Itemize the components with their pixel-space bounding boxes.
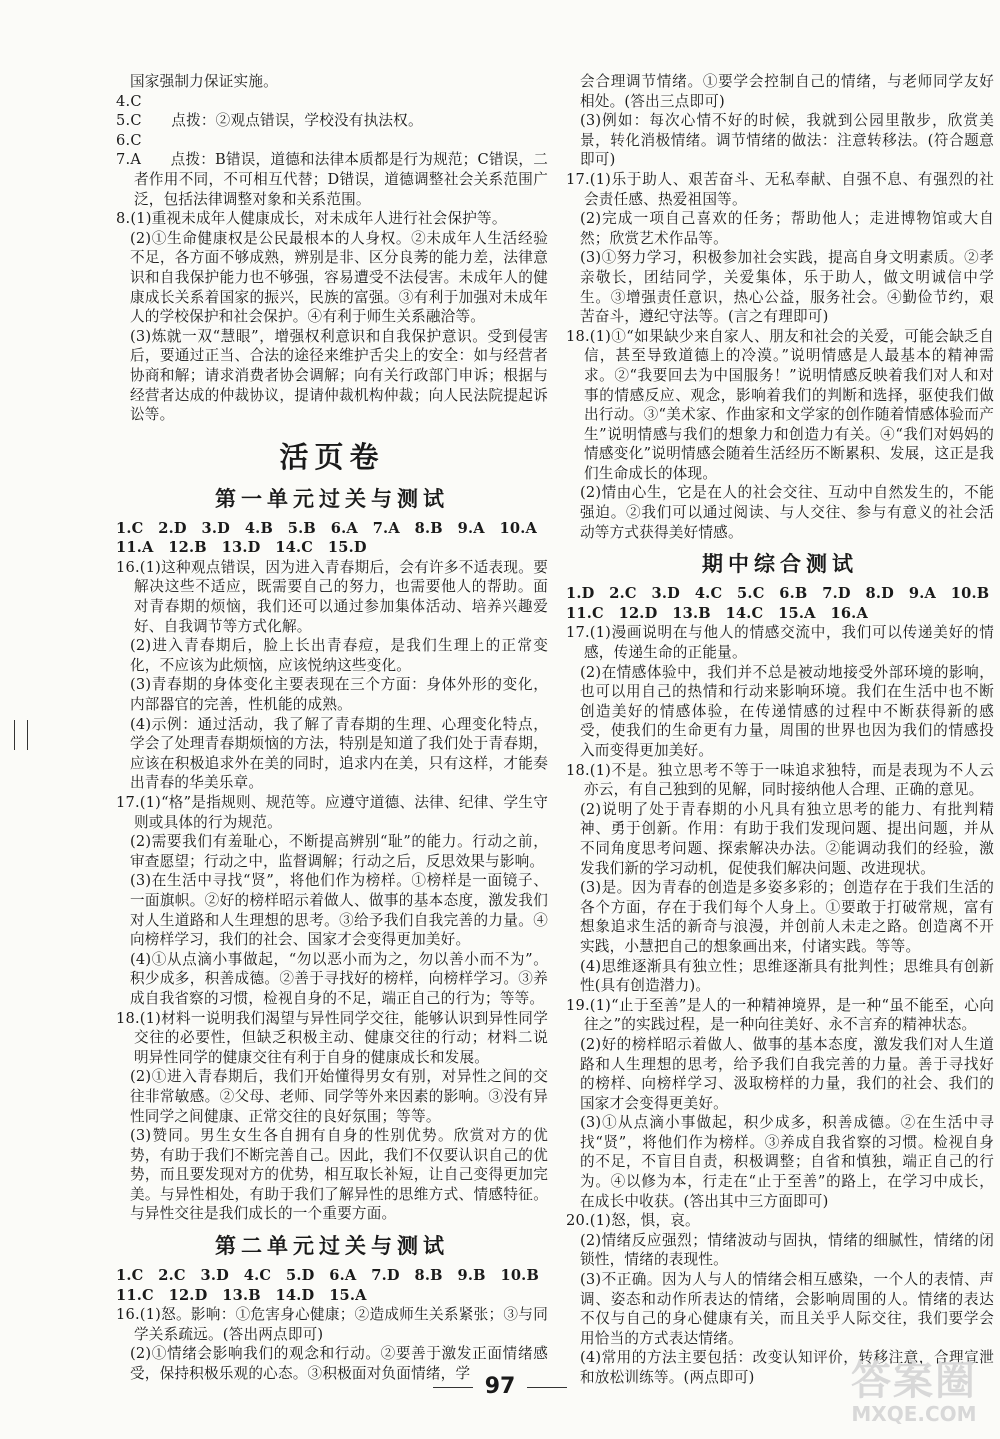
right-blocks-b <box>566 584 994 1387</box>
answer-line: 20.(1)怒，惧，哀。 <box>566 1212 700 1230</box>
answer-line: (3)炼就一双“慧眼”，增强权利意识和自我保护意识。受到侵害后，要通过正当、合法的途径来维护舌尖上的安全：如与经营者协商和解；请求消费者协会调解；向有关行政部门申诉；根据与经营者达成的仲裁协议，提请仲裁机构仲裁；向人民法院提起诉讼等。 <box>130 327 548 424</box>
answer-line: 5.C 点拨：②观点错误，学校没有执法权。 <box>116 112 423 130</box>
answer-line: (2)进入青春期后，脸上长出青春痘，是我们生理上的正常变化，不应该为此烦恼，应该悦纳这些变化。 <box>130 637 548 674</box>
answer-line: 11.C 12.D 13.B 14.D 15.A <box>116 1286 367 1304</box>
watermark-line2: MXQE.COM <box>851 1402 977 1426</box>
binding-mark <box>14 720 28 750</box>
answer-line: (4)①从点滴小事做起，“勿以恶小而为之，勿以善小而不为”。积少成多，积善成德。②善于寻找好的榜样，向榜样学习。③养成自我省察的习惯，检视自身的不足，端正自己的行为；等等。 <box>130 950 548 1007</box>
midterm-title: 期中综合测试 <box>702 551 858 577</box>
answer-line: (2)①进入青春期后，我们开始懂得男女有别，对异性之间的交往非常敏感。②父母、老师、同学等外来因素的影响。③没有异性同学之间健康、正常交往的良好氛围；等等。 <box>130 1068 548 1125</box>
answer-line: 1.C 2.D 3.D 4.B 5.B 6.A 7.A 8.B 9.A 10.A <box>116 519 538 537</box>
answer-line: 19.(1)“止于至善”是人的一种精神境界，是一种“虽不能至，心向往之”的实践过程，是一种向往美好、永不言弃的精神状态。 <box>566 996 994 1034</box>
unit2-title: 第二单元过关与测试 <box>215 1233 449 1259</box>
answer-line: (3)赞同。男生女生各自拥有自身的性别优势。欣赏对方的优势，有助于我们不断完善自己。因此，我们不仅要认识自己的优势，而且要发现对方的优势，相互取长补短，让自己变得更加完美。与异性相处，有助于我们了解异性的思维方式、情感特征。与异性交往是我们成长的一个重要方面。 <box>130 1127 548 1223</box>
answer-line: 11.A 12.B 13.D 14.C 15.D <box>116 539 367 557</box>
answer-line: (3)在生活中寻找“贤”，将他们作为榜样。①榜样是一面镜子、一面旗帜。②好的榜样昭示着做人、做事的基本态度，激发我们对人生道路和人生理想的思考。③给予我们自我完善的力量。④向榜样学习，我们的社会、国家才会变得更加美好。 <box>130 872 548 949</box>
answer-line: (2)好的榜样昭示着做人、做事的基本态度，激发我们对人生道路和人生理想的思考，给予我们自我完善的力量。善于寻找好的榜样、向榜样学习、汲取榜样的力量，我们的社会、我们的国家才会变得更美好。 <box>580 1035 994 1112</box>
left-blocks-a <box>116 72 548 425</box>
section-title-huoyejuan: 活页卷 <box>279 439 385 474</box>
page-number-dash-right <box>527 1387 567 1388</box>
page-number-dash-left <box>433 1387 473 1388</box>
answer-line: (2)需要我们有羞耻心，不断提高辨别“耻”的能力。行动之前，审查愿望；行动之中，监督调解；行动之后，反思效果与影响。 <box>130 833 548 870</box>
answer-line: 16.(1)这种观点错误，因为进入青春期后，会有许多不适表现。要解决这些不适应，既需要自己的努力，也需要他人的帮助。面对青春期的烦恼，我们还可以通过参加集体活动、培养兴趣爱好、自我调节等方式化解。 <box>116 558 548 635</box>
answer-line: 18.(1)材料一说明我们渴望与异性同学交往，能够认识到异性同学交往的必要性，但缺乏积极主动、健康交往的行动；材料二说明异性同学的健康交往有利于自身的健康成长和发展。 <box>116 1009 548 1066</box>
answer-line: (2)情绪反应强烈；情绪波动与固执，情绪的细腻性，情绪的闭锁性，情绪的表现性。 <box>580 1231 994 1269</box>
answer-line: (3)①从点滴小事做起，积少成多，积善成德。②在生活中寻找“贤”，将他们作为榜样。③养成自我省察的习惯。检视自身的不足，不盲目自责，积极调整；自省和慎独，端正自己的行为。④以修为本，行走在“止于至善”的路上，在学习中成长，在成长中收获。(答出其中三方面即可) <box>580 1114 994 1210</box>
answer-line: (2)①情绪会影响我们的观念和行动。②要善于激发正面情绪感受，保持积极乐观的心态。③积极面对负面情绪，学 <box>130 1345 548 1383</box>
left-column <box>116 72 548 1384</box>
answer-line: 16.(1)怒。影响：①危害身心健康；②造成师生关系紧张；③与同学关系疏远。(答出两点即可) <box>116 1306 548 1343</box>
answer-line: 11.C 12.D 13.B 14.C 15.A 16.A <box>566 604 868 622</box>
answer-line: 6.C <box>116 131 142 149</box>
answer-line: (2)在情感体验中，我们并不总是被动地接受外部环境的影响，也可以用自己的热情和行动来影响环境。我们在生活中也不断创造美好的情感体验，在传递情感的过程中不断获得新的感受，使我们的生命更有力量，周围的世界也因为我们的情感投入而变得更加美好。 <box>580 663 994 759</box>
watermark-line1: 答案圈 <box>851 1358 977 1404</box>
answer-line: 1.D 2.C 3.D 4.C 5.C 6.B 7.D 8.D 9.A 10.B <box>566 585 990 603</box>
answer-line: 17.(1)乐于助人、艰苦奋斗、无私奉献、自强不息、有强烈的社会责任感、热爱祖国等。 <box>566 170 994 208</box>
answer-line: 1.C 2.C 3.D 4.C 5.D 6.A 7.D 8.B 9.B 10.B <box>116 1267 539 1285</box>
answer-line: (4)思维逐渐具有独立性；思维逐渐具有批判性；思维具有创新性(具有创造潜力)。 <box>580 957 994 995</box>
unit1-title: 第一单元过关与测试 <box>215 485 449 511</box>
answer-line: (3)①努力学习，积极参加社会实践，提高自身文明素质。②孝亲敬长，团结同学，关爱集体，乐于助人，做文明诚信中学生。③增强责任意识，热心公益，服务社会。④勤俭节约，艰苦奋斗，遵纪守法等。(言之有理即可) <box>580 249 994 326</box>
answer-line: (2)说明了处于青春期的小凡具有独立思考的能力、有批判精神、勇于创新。作用：有助于我们发现问题、提出问题，并从不同角度思考问题、探索解决办法。②能调动我们的经验，激发我们新的学习动机，促使我们解决问题、改进现状。 <box>580 800 994 877</box>
answer-line: (2)完成一项自己喜欢的任务；帮助他人；走进博物馆或大自然；欣赏艺术作品等。 <box>580 210 994 247</box>
answer-line: 17.(1)漫画说明在与他人的情感交流中，我们可以传递美好的情感，传递生命的正能量。 <box>566 624 994 662</box>
answer-line: (3)青春期的身体变化主要表现在三个方面：身体外形的变化，内部器官的完善，性机能的成熟。 <box>130 676 548 714</box>
answer-line: (3)是。因为青春的创造是多姿多彩的；创造存在于我们生活的各个方面，存在于我们每个人身上。①要敢于打破常规，富有想象追求生活的新奇与浪漫，并创前人未走之路。创造离不开实践，小慧把自己的想象画出来，付诸实践。等等。 <box>580 879 994 955</box>
left-blocks-b <box>116 519 548 1224</box>
answer-line: 国家强制力保证实施。 <box>130 73 278 90</box>
answer-line: (2)情由心生，它是在人的社会交往、互动中自然发生的，不能强迫。②我们可以通过阅读、与人交往、参与有意义的社会活动等方式获得美好情感。 <box>580 484 994 541</box>
answer-line: (4)示例：通过活动，我了解了青春期的生理、心理变化特点，学会了处理青春期烦恼的方法，特别是知道了我们处于青春期，应该在积极追求外在美的同时，追求内在美，只有这样，才能奏出青春的华美乐章。 <box>130 715 548 792</box>
right-blocks-a <box>566 72 994 542</box>
answer-line: 4.C <box>116 92 142 110</box>
answer-line: (3)不正确。因为人与人的情绪会相互感染，一个人的表情、声调、姿态和动作所表达的情绪，会影响周围的人。情绪的表达不仅与自己的身心健康有关，而且关乎人际交往，我们要学会用恰当的方式表达情绪。 <box>580 1271 994 1347</box>
watermark-logo <box>834 1359 994 1429</box>
answer-line: 8.(1)重视未成年人健康成长，对未成年人进行社会保护等。 <box>116 210 507 228</box>
answer-line: (2)①生命健康权是公民最根本的人身权。②未成年人生活经验不足，各方面不够成熟，辨别是非、区分良莠的能力差，法律意识和自我保护能力也不够强，容易遭受不法侵害。未成年人的健康成长关系着国家的振兴，民族的富强。③有利于加强对未成年人的学校保护和社会保护。④有利于师生关系融洽等。 <box>130 229 548 326</box>
answer-line: (3)例如：每次心情不好的时候，我就到公园里散步，欣赏美景，转化消极情绪。调节情绪的做法：注意转移法。(符合题意即可) <box>580 112 994 169</box>
right-column <box>566 72 994 1388</box>
answer-line: 18.(1)①“如果缺少来自家人、朋友和社会的关爱，可能会缺乏自信，甚至导致道德上的冷漠。”说明情感是人最基本的精神需求。②“我要回去为中国服务！”说明情感反映着我们对人和对事的情感反应、观念，影响着我们的判断和选择，驱使我们做出行动。③“美术家、作曲家和文学家的创作随着情感体验而产生”说明情感与我们的想象力和创造力有关。④“我们对妈妈的情感变化”说明情感会随着生活经历不断累积、发展，这正是我们生命成长的体现。 <box>566 327 994 482</box>
page-number-text: 97 <box>484 1374 516 1399</box>
answer-line: 7.A 点拨：B错误，道德和法律本质都是行为规范；C错误，二者作用不同，不可相互代替；D错误，道德调整社会关系范围广泛，包括法律调整对象和关系范围。 <box>116 151 548 208</box>
answer-line: (4)常用的方法主要包括：改变认知评价，转移注意，合理宣泄和放松训练等。(两点即可) <box>580 1349 994 1386</box>
answer-line: 18.(1)不是。独立思考不等于一味追求独特，而是表现为不人云亦云，有自己独到的见解，同时接纳他人合理、正确的意见。 <box>566 761 994 799</box>
answer-line: 会合理调节情绪。①要学会控制自己的情绪，与老师同学友好相处。(答出三点即可) <box>580 73 994 110</box>
left-blocks-c <box>116 1266 548 1384</box>
answer-line: 17.(1)“格”是指规则、规范等。应遵守道德、法律、纪律、学生守则或具体的行为规范。 <box>116 794 548 831</box>
